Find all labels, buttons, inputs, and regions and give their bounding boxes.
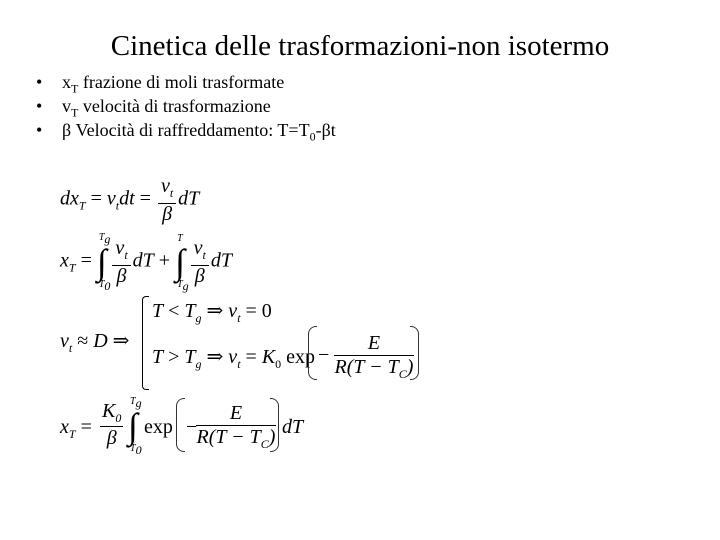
equation-dx: $dx_T = v_tdt$ = $\frac{v_t}{\beta}$ dT bbox=[60, 175, 200, 225]
bullet-tail: -βt bbox=[315, 120, 336, 140]
bullet-dot: • bbox=[36, 120, 43, 140]
bullet-subscript: T bbox=[71, 81, 79, 96]
bullet-item bbox=[36, 70, 336, 94]
bullet-text: velocità di trasformazione bbox=[78, 96, 271, 116]
bullet-symbol: v bbox=[62, 96, 71, 116]
equation-cases: $v_t \approx D$ ⇒ $T < T_g$ ⇒ $v_t = 0$ $T > T_g$ ⇒ $v_t = K_0$ exp − E $R(T - T_C)$ bbox=[60, 296, 440, 396]
bullet-subscript: T bbox=[71, 105, 79, 120]
equation-x-final: $x_T$ = $K_0$ β $T_g$ ∫ $T_0$ exp − E $R(T - T_C)$ dT bbox=[60, 396, 304, 457]
slide-title: Cinetica delle trasformazioni-non isotermo bbox=[110, 30, 610, 62]
bullet-symbol: β bbox=[62, 120, 72, 140]
bullet-dot: • bbox=[36, 96, 43, 116]
bullet-list bbox=[36, 70, 336, 142]
equation-x-integral: $x_T$ = $T_g$ ∫ $T_0$ $\frac{v_t}{\beta}$ dT + T ∫ $T_g$ $\frac{v_t}{\beta}$ dT bbox=[60, 232, 232, 293]
bullet-text: frazione di moli trasformate bbox=[78, 72, 285, 92]
bullet-item bbox=[36, 94, 336, 118]
bullet-item bbox=[36, 118, 336, 142]
bullet-dot: • bbox=[36, 72, 43, 92]
bullet-text: Velocità di raffreddamento: T=T bbox=[71, 120, 310, 140]
bullet-symbol: x bbox=[62, 72, 71, 92]
bullet-subscript: 0 bbox=[309, 129, 316, 144]
